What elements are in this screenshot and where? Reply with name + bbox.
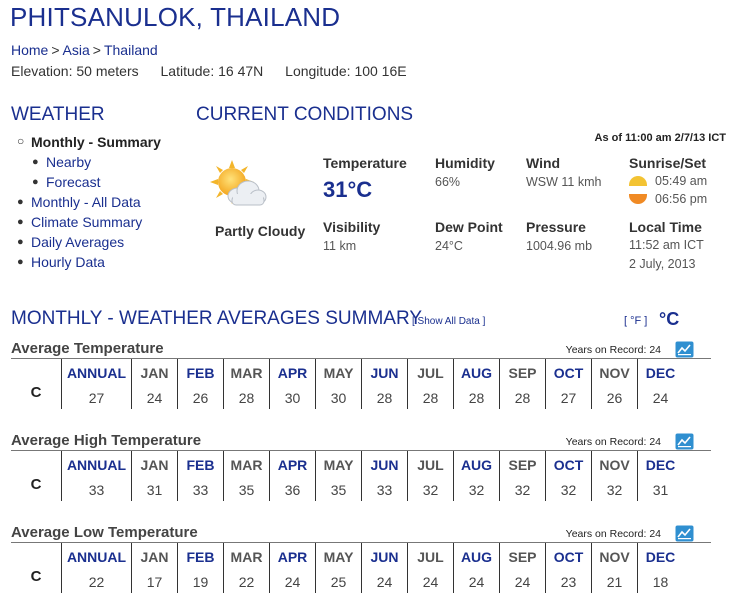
pressure-label: Pressure — [526, 219, 586, 235]
chart-icon[interactable] — [675, 433, 694, 450]
chart-icon[interactable] — [675, 525, 694, 542]
longitude: Longitude: 100 16E — [285, 63, 407, 79]
nav-forecast[interactable]: ● Forecast — [32, 174, 101, 190]
table-value: 28 — [376, 390, 393, 406]
fahrenheit-toggle[interactable]: [ °F ] — [624, 315, 648, 327]
table-cell — [61, 543, 131, 593]
column-header: APR — [277, 549, 308, 565]
table-cell — [269, 451, 315, 501]
unit-label: C — [30, 384, 42, 401]
pressure-value: 1004.96 mb — [526, 239, 593, 253]
table-cell — [453, 359, 499, 409]
table-cell — [545, 359, 591, 409]
sunrise-label: Sunrise/Set — [629, 155, 707, 171]
dewpoint-value: 24°C — [435, 239, 463, 253]
column-header: OCT — [553, 365, 584, 381]
table-value: 33 — [192, 482, 209, 498]
table-value: 28 — [238, 390, 255, 406]
table-value: 25 — [330, 574, 347, 590]
column-header: ANNUAL — [66, 365, 127, 381]
table-value: 31 — [652, 482, 669, 498]
column-header: ANNUAL — [66, 549, 127, 565]
unit-label-cell — [11, 451, 61, 501]
column-header: FEB — [186, 457, 215, 473]
table-cell — [407, 451, 453, 501]
table-value: 27 — [560, 390, 577, 406]
column-header: AUG — [460, 549, 493, 565]
column-header: SEP — [508, 549, 537, 565]
column-header: JAN — [140, 549, 169, 565]
observation-time: As of 11:00 am 2/7/13 ICT — [594, 132, 726, 144]
column-header: OCT — [553, 457, 584, 473]
nav-hourly-data[interactable]: ● Hourly Data — [17, 254, 105, 270]
table-value: 33 — [88, 482, 105, 498]
table-cell — [61, 359, 131, 409]
weather-heading: WEATHER — [11, 104, 105, 125]
nav-monthly-summary[interactable]: ○ Monthly - Summary — [15, 132, 161, 152]
breadcrumb-thailand[interactable]: Thailand — [103, 42, 158, 58]
column-header: NOV — [599, 365, 630, 381]
table-value: 35 — [330, 482, 347, 498]
unit-label: C — [30, 476, 42, 493]
table-cell — [637, 359, 683, 409]
bullet-icon: ● — [17, 236, 24, 248]
table-cell — [591, 451, 637, 501]
table-cell — [545, 543, 591, 593]
column-header: DEC — [645, 365, 676, 381]
table-cell — [499, 359, 545, 409]
nav-nearby[interactable]: ● Nearby — [32, 154, 92, 170]
table-cell — [453, 451, 499, 501]
column-header: JAN — [140, 457, 169, 473]
table-cell — [131, 359, 177, 409]
table-row — [11, 359, 711, 409]
column-header: JUL — [417, 457, 444, 473]
table-cell — [315, 543, 361, 593]
table-value: 28 — [514, 390, 531, 406]
table-cell — [591, 359, 637, 409]
bullet-icon: ● — [32, 156, 39, 168]
table-value: 32 — [514, 482, 531, 498]
breadcrumb-home[interactable]: Home — [11, 42, 49, 58]
table-value: 30 — [330, 390, 347, 406]
table-value: 17 — [146, 574, 163, 590]
table-cell — [545, 451, 591, 501]
table-cell — [499, 543, 545, 593]
table-cell — [453, 543, 499, 593]
table-value: 32 — [468, 482, 485, 498]
column-header: JUL — [417, 549, 444, 565]
summary-heading: MONTHLY - WEATHER AVERAGES SUMMARY — [11, 308, 423, 329]
table-cell — [61, 451, 131, 501]
unit-label-cell — [11, 543, 61, 593]
column-header: JUL — [417, 365, 444, 381]
column-header: MAY — [323, 457, 354, 473]
celsius-unit: °C — [659, 309, 680, 329]
table-value: 27 — [88, 390, 105, 406]
table-cell — [177, 359, 223, 409]
column-header: MAY — [323, 365, 354, 381]
visibility-value: 11 km — [323, 239, 357, 253]
localdate-value: 2 July, 2013 — [629, 257, 696, 271]
table-value: 26 — [606, 390, 623, 406]
unit-label-cell — [11, 359, 61, 409]
sunrise-icon — [629, 176, 647, 186]
column-header: AUG — [460, 457, 493, 473]
bullet-icon: ● — [17, 196, 24, 208]
table-value: 31 — [146, 482, 163, 498]
temperature-label: Temperature — [323, 155, 407, 171]
table-cell — [637, 543, 683, 593]
table-value: 22 — [238, 574, 255, 590]
location-info — [11, 63, 425, 79]
column-header: APR — [277, 457, 308, 473]
table-value: 32 — [422, 482, 439, 498]
breadcrumb-asia[interactable]: Asia — [62, 42, 90, 58]
latitude: Latitude: 16 47N — [160, 63, 264, 79]
dewpoint-label: Dew Point — [435, 219, 503, 235]
table-value: 24 — [468, 574, 485, 590]
table-cell — [131, 543, 177, 593]
column-header: NOV — [599, 457, 630, 473]
column-header: SEP — [508, 457, 537, 473]
table-title: Average Low Temperature — [11, 524, 198, 541]
table-value: 35 — [238, 482, 255, 498]
sunset-row — [629, 192, 707, 206]
table-title: Average High Temperature — [11, 432, 202, 449]
table-cell — [407, 543, 453, 593]
column-header: JUN — [370, 457, 399, 473]
table-title: Average Temperature — [11, 340, 164, 357]
column-header: NOV — [599, 549, 630, 565]
table-cell — [361, 543, 407, 593]
table-value: 18 — [652, 574, 669, 590]
wind-value: WSW 11 kmh — [526, 175, 602, 189]
table-row — [11, 543, 711, 593]
condition-text: Partly Cloudy — [215, 223, 306, 239]
table-cell — [499, 451, 545, 501]
wind-label: Wind — [526, 155, 561, 171]
visibility-label: Visibility — [323, 219, 381, 235]
bullet-icon: ● — [17, 256, 24, 268]
column-header: AUG — [460, 365, 493, 381]
column-header: MAY — [323, 549, 354, 565]
table-cell — [361, 359, 407, 409]
page-title: PHITSANULOK, THAILAND — [10, 2, 341, 32]
sunrise-row — [629, 174, 707, 188]
table-cell — [223, 359, 269, 409]
table-value: 24 — [376, 574, 393, 590]
table-value: 28 — [422, 390, 439, 406]
years-on-record: Years on Record: 24 — [565, 528, 661, 540]
localtime-label: Local Time — [629, 219, 702, 235]
table-cell — [407, 359, 453, 409]
table-cell — [591, 543, 637, 593]
years-on-record: Years on Record: 24 — [565, 436, 661, 448]
table-value: 28 — [468, 390, 485, 406]
table-cell — [177, 451, 223, 501]
circle-bullet-icon: ○ — [17, 134, 25, 148]
column-header: MAR — [230, 365, 263, 381]
column-header: DEC — [645, 457, 676, 473]
table-value: 36 — [284, 482, 301, 498]
table-cell — [361, 451, 407, 501]
nav-monthly-all-data[interactable]: ● Monthly - All Data — [17, 194, 141, 210]
elevation: Elevation: 50 meters — [11, 63, 139, 79]
table-value: 32 — [560, 482, 577, 498]
humidity-value: 66% — [435, 175, 461, 189]
sunset-value: 06:56 pm — [655, 192, 708, 206]
unit-label: C — [30, 568, 42, 585]
table-value: 23 — [560, 574, 577, 590]
column-header: MAR — [230, 549, 263, 565]
weather-nav — [15, 132, 161, 272]
sunset-icon — [629, 194, 647, 204]
table-cell — [637, 451, 683, 501]
column-header: FEB — [186, 365, 215, 381]
table-cell — [269, 359, 315, 409]
table-row — [11, 451, 711, 501]
table-cell — [177, 543, 223, 593]
column-header: JUN — [370, 549, 399, 565]
table-value: 22 — [88, 574, 105, 590]
show-all-data-link[interactable]: [ Show All Data ] — [412, 316, 486, 327]
breadcrumb: Home > Asia > Thailand — [11, 42, 158, 58]
column-header: FEB — [186, 549, 215, 565]
column-header: SEP — [508, 365, 537, 381]
table-cell — [131, 451, 177, 501]
bullet-icon: ● — [17, 216, 24, 228]
column-header: APR — [277, 365, 308, 381]
table-value: 24 — [652, 390, 669, 406]
table-cell — [223, 543, 269, 593]
column-header: JUN — [370, 365, 399, 381]
years-on-record: Years on Record: 24 — [565, 344, 661, 356]
table-cell — [315, 359, 361, 409]
localtime-value: 11:52 am ICT — [629, 238, 704, 252]
table-cell — [315, 451, 361, 501]
table-value: 26 — [192, 390, 209, 406]
bullet-icon: ● — [32, 176, 39, 188]
table-cell — [269, 543, 315, 593]
column-header: JAN — [140, 365, 169, 381]
current-conditions-heading: CURRENT CONDITIONS — [196, 104, 414, 125]
table-value: 33 — [376, 482, 393, 498]
column-header: MAR — [230, 457, 263, 473]
column-header: ANNUAL — [66, 457, 127, 473]
partly-cloudy-icon — [208, 158, 268, 218]
humidity-label: Humidity — [435, 155, 495, 171]
table-value: 24 — [514, 574, 531, 590]
nav-daily-averages[interactable]: ● Daily Averages — [17, 234, 125, 250]
table-value: 32 — [606, 482, 623, 498]
table-value: 30 — [284, 390, 301, 406]
table-value: 19 — [192, 574, 209, 590]
table-value: 24 — [284, 574, 301, 590]
temperature-value: 31°C — [323, 177, 373, 202]
nav-climate-summary[interactable]: ● Climate Summary — [17, 214, 143, 230]
column-header: DEC — [645, 549, 676, 565]
sunrise-value: 05:49 am — [655, 174, 708, 188]
table-cell — [223, 451, 269, 501]
column-header: OCT — [553, 549, 584, 565]
chart-icon[interactable] — [675, 341, 694, 358]
table-value: 24 — [422, 574, 439, 590]
table-value: 21 — [606, 574, 623, 590]
table-value: 24 — [146, 390, 163, 406]
